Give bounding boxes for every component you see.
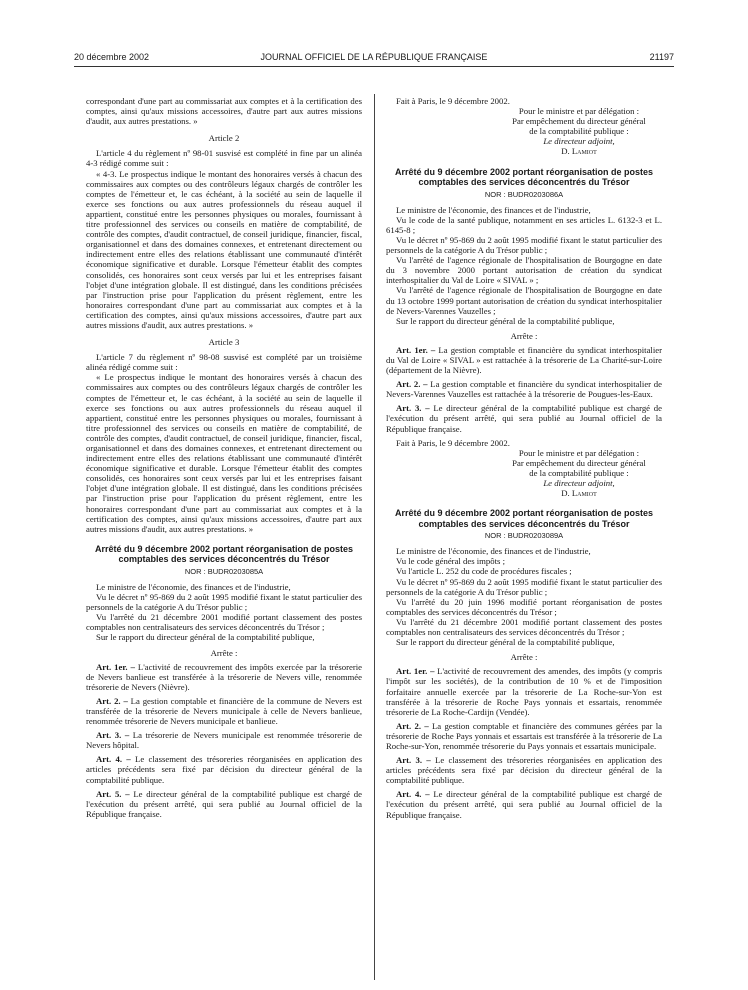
article-text: Le classement des trésoreries réorganisées en application des articles précédents sera fixé par décision du directeur général de la comptabilité publique. (386, 755, 662, 786)
signature-title: Le directeur adjoint, (543, 478, 615, 488)
article-label: Art. 3. – (396, 403, 430, 414)
article-3-intro: L'article 7 du règlement nº 98-08 susvisé est complété par un troisième alinéa rédigé comme suit : (86, 352, 362, 373)
article-text: La gestion comptable et financière des communes gérées par la trésorerie de Roche Pays yonnais et essartais est transférée à la trésorerie de La Roche-sur-Yon, renommée trésorerie du Pays yonnais et essartais municipale. (386, 720, 663, 751)
decree-3-article (386, 721, 662, 751)
decree-1-visa: Le ministre de l'économie, des finances et de l'industrie, (96, 581, 291, 592)
signature-title: Le directeur adjoint, (543, 136, 615, 147)
decree-1-nor: NOR : BUDR0203085A (184, 566, 264, 576)
article-text: Le directeur général de la comptabilité publique est chargé de l'exécution du présent arrêté, qui sera publié au Journal officiel de la République française. (386, 403, 663, 434)
decree-2-article (386, 345, 662, 375)
article-text: L'activité de recouvrement des impôts exercée par la trésorerie de Nevers banlieue est transférée à la trésorerie de Nevers ville, renommée trésorerie de Nevers (Nièvre). (86, 661, 363, 692)
decree-3-article (386, 789, 662, 819)
article-label: Art. 3. – (96, 730, 130, 741)
decree-1-article (86, 730, 362, 750)
signature-line: de la comptabilité publique : (529, 467, 629, 478)
article-label: Art. 2. – (396, 720, 429, 731)
decree-2-visa: Le ministre de l'économie, des finances et de l'industrie, (396, 204, 591, 215)
decree-2-title: Arrêté du 9 décembre 2002 portant réorganisation de postes comptables des services déconcentrés du Trésor (394, 166, 654, 188)
article-label: Art. 4. – (96, 754, 131, 765)
decree-3-arrete: Arrête : (510, 652, 538, 663)
decree-2-arrete: Arrête : (510, 330, 538, 341)
decree-2-visa: Vu l'arrêté de l'agence régionale de l'hospitalisation de Bourgogne en date du 3 novembre 2000 portant autorisation de création du syndicat interhospitalier du Val de Loire « SIVAL » ; (386, 255, 662, 286)
decree-3-visa: Vu le décret nº 95-869 du 2 août 1995 modifié fixant le statut particulier des personnels de la catégorie A du Trésor public ; (386, 576, 662, 597)
column-divider (374, 94, 375, 980)
decree-1-visa: Sur le rapport du directeur général de la comptabilité publique, (96, 632, 315, 643)
article-label: Art. 3. – (396, 755, 431, 766)
article-label: Art. 1er. – (396, 344, 436, 355)
header-journal-title: JOURNAL OFFICIEL DE LA RÉPUBLIQUE FRANÇAISE (260, 52, 488, 62)
signature-line: Par empêchement du directeur général (512, 457, 646, 468)
decree-2-article (386, 379, 662, 399)
decree-2-nor: NOR : BUDR0203086A (484, 189, 564, 199)
decree-3-visa: Vu le code général des impôts ; (396, 556, 506, 567)
article-3-heading: Article 3 (208, 337, 240, 348)
article-text: Le classement des trésoreries réorganisées en application des articles précédents sera fixé par décision du directeur général de la comptabilité publique. (86, 754, 362, 785)
article-label: Art. 4. – (396, 789, 430, 800)
decree-2-visa: Sur le rapport du directeur général de la comptabilité publique, (396, 315, 615, 326)
article-text: La gestion comptable et financière du syndicat interhospitalier du Val de Loire « SIVAL » est rattachée à la trésorerie de La Charité-sur-Loire (département de la Nièvre). (386, 344, 663, 376)
article-label: Art. 5. – (96, 788, 130, 799)
decree-3-title: Arrêté du 9 décembre 2002 portant réorganisation de postes comptables des services déconcentrés du Trésor (394, 508, 654, 529)
article-2-quote: « 4-3. Le prospectus indique le montant des honoraires versés à chacun des commissaires aux comptes ou des contrôleurs légaux chargés de contrôler les comptes de l'émetteur et, le cas échéant, à la société au sein de laquelle il exerce ses fonctions ou aux autres professionnels du réseau auquel il appartient, constitué entre les personnes physiques ou morales, fournissant à titre professionnel des services ou conseils en matière de comptabilité, de contrôle des comptes, d'audit contractuel, de conseil juridique, financier, fiscal, organisationnel et dans des domaines connexes, et entretenant directement ou indirectement entre elles des relations établissant une communauté d'intérêt économique significative et durable. Lorsque l'émetteur établit des comptes consolidés, ces honoraires sont ceux versés par lui et les entreprises faisant l'objet d'une intégration globale. Il est distingué, dans les conditions précisées par l'instruction prise pour l'application du présent règlement, entre les honoraires correspondant d'une part au commissariat aux comptes et à la certification des comptes, ainsi qu'aux missions accessoires, d'autre part aux autres missions d'audit, aux autres prestations. » (86, 168, 362, 330)
decree-3-visa: Vu l'article L. 252 du code de procédures fiscales ; (396, 566, 572, 577)
signature-name: D. Lamiot (561, 146, 597, 157)
decree-1-done-at: Fait à Paris, le 9 décembre 2002. (396, 96, 510, 106)
decree-2-visa: Vu le code de la santé publique, notamment en ses articles L. 6132-3 et L. 6145-8 ; (386, 214, 662, 235)
decree-3-visa: Vu l'arrêté du 20 juin 1996 modifié portant réorganisation de postes comptables des services déconcentrés du Trésor ; (386, 596, 662, 617)
decree-1-visa: Vu l'arrêté du 21 décembre 2001 modifié portant classement des postes comptables non centralisateurs des services déconcentrés du Trésor ; (86, 612, 362, 633)
decree-3-article (386, 666, 662, 716)
decree-1-article (86, 789, 362, 819)
article-text: L'activité de recouvrement des amendes, des impôts (y compris l'impôt sur les sociétés), de la contribution de 10 % et de l'imposition forfaitaire annuelle exercée par la trésorerie de La Roche-sur-Yon est transférée à la trésorerie de Roche Pays yonnais et essartais, renommée trésorerie de La Roche-Cardijn (Vendée). (386, 666, 663, 717)
signature-line: de la comptabilité publique : (529, 126, 629, 137)
decree-1-arrete: Arrête : (210, 647, 238, 658)
decree-1-title: Arrêté du 9 décembre 2002 portant réorganisation de postes comptables des services déconcentrés du Trésor (94, 543, 354, 565)
intro-paragraph: correspondant d'une part au commissariat aux comptes et à la certification des comptes, ainsi qu'aux missions accessoires, d'autre part aux autres missions d'audit, aux autres prestations. » (86, 96, 362, 127)
header-page-number: 21197 (649, 52, 674, 62)
article-label: Art. 1er. – (396, 666, 435, 677)
decree-2-visa: Vu l'arrêté de l'agence régionale de l'hospitalisation de Bourgogne en date du 13 octobre 1999 portant autorisation de création du syndicat interhospitalier de Nevers-Varennes Vauzelles ; (386, 285, 662, 316)
decree-1-article (86, 662, 362, 692)
article-text: Le directeur général de la comptabilité publique est chargé de l'exécution du présent arrêté, qui sera publié au Journal officiel de la République française. (86, 788, 363, 819)
decree-3-visa: Le ministre de l'économie, des finances et de l'industrie, (396, 546, 591, 557)
decree-3-visa: Sur le rapport du directeur général de la comptabilité publique, (396, 637, 615, 648)
decree-1-visa: Vu le décret nº 95-869 du 2 août 1995 modifié fixant le statut particulier des personnels de la catégorie A du Trésor public ; (86, 592, 362, 613)
article-2-intro: L'article 4 du règlement nº 98-01 susvisé est complété in fine par un alinéa 4-3 rédigé comme suit : (86, 148, 362, 169)
signature-line: Pour le ministre et par délégation : (518, 106, 640, 117)
header-rule (74, 66, 674, 67)
decree-1-article (86, 696, 362, 726)
decree-3-article (386, 755, 662, 785)
article-text: Le directeur général de la comptabilité publique est chargé de l'exécution du présent arrêté, qui sera publié au Journal officiel de la République française. (386, 789, 663, 820)
header-date: 20 décembre 2002 (74, 52, 150, 62)
article-text: La gestion comptable et financière du syndicat interhospitalier de Nevers-Varennes Vauzelles est rattachée à la trésorerie de Pougues-les-Eaux. (386, 379, 662, 400)
article-text: La trésorerie de Nevers municipale est renommée trésorerie de Nevers hôpital. (86, 730, 363, 751)
decree-1-article (86, 754, 362, 784)
signature-name: D. Lamiot (561, 488, 597, 499)
decree-2-article (386, 403, 662, 433)
signature-line: Par empêchement du directeur général (512, 116, 646, 127)
decree-3-nor: NOR : BUDR0203089A (484, 531, 564, 541)
decree-2-visa: Vu le décret nº 95-869 du 2 août 1995 modifié fixant le statut particulier des personnels de la catégorie A du Trésor public ; (386, 234, 662, 256)
article-label: Art. 2. – (96, 695, 128, 706)
decree-2-done-at: Fait à Paris, le 9 décembre 2002. (396, 437, 510, 448)
decree-3-visa: Vu l'arrêté du 21 décembre 2001 modifié portant classement des postes comptables non centralisateurs des services déconcentrés du Trésor ; (386, 616, 662, 638)
article-text: La gestion comptable et financière de la commune de Nevers est transférée de la trésorerie de Nevers municipale à celle de Nevers banlieue, renommée trésorerie de Nevers municipale et banlieue. (86, 695, 362, 727)
article-2-heading: Article 2 (208, 133, 240, 144)
signature-line: Pour le ministre et par délégation : (518, 447, 640, 458)
page-header (74, 52, 674, 66)
right-column (386, 96, 662, 820)
article-label: Art. 1er. – (96, 661, 135, 672)
left-column (86, 96, 362, 819)
article-3-quote: « Le prospectus indique le montant des honoraires versés à chacun des commissaires aux comptes ou des contrôleurs légaux chargés de contrôler les comptes de l'émetteur et, le cas échéant, à la société au sein de laquelle il exerce ses fonctions ou aux autres professionnels du réseau auquel il appartient, constitué entre les personnes physiques ou morales, fournissant à titre professionnel des services ou conseils en matière de comptabilité, de contrôle des comptes, d'audit contractuel, de conseil juridique, financier, fiscal, organisationnel et dans des domaines connexes, et entretenant directement ou indirectement entre elles des relations établissant une communauté d'intérêt économique significative et durable. Lorsque l'émetteur établit des comptes consolidés, ces honoraires sont ceux versés par lui et les entreprises faisant l'objet d'une intégration globale. Il est distingué, dans les conditions précisées par l'instruction prise pour l'application du présent règlement, entre les honoraires correspondant d'une part au commissariat aux comptes et à la certification des comptes, ainsi qu'aux missions accessoires, d'autre part aux autres missions d'audit, aux autres prestations. » (86, 372, 362, 534)
article-label: Art. 2. – (396, 379, 428, 390)
